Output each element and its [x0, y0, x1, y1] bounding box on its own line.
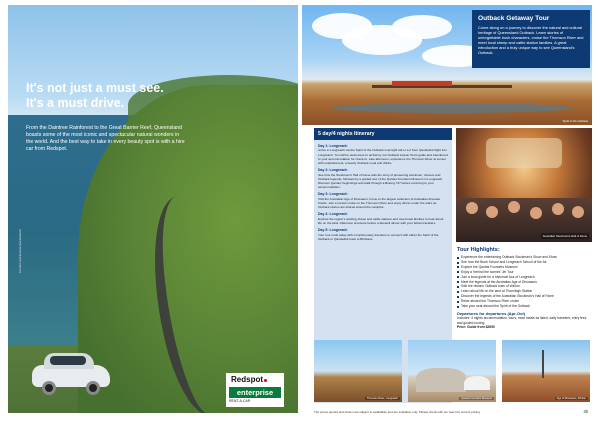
- redspot-enterprise-logo: [226, 373, 284, 407]
- tour-title: Outback Getaway Tour: [478, 15, 550, 22]
- thumbnail-strip: [314, 340, 590, 402]
- highlight-item: Visit the historic Outback town of Winton: [457, 284, 591, 289]
- advert-headline: [26, 81, 164, 111]
- audience-head: [486, 206, 498, 218]
- photo-credit: Tourism and Events Queensland: [18, 229, 22, 273]
- day-text: See how the Stockman's Hall of Fame tells the story of pioneering stockmen, drovers and Outback legends, followed by a guided tour of the Qantas Founders Museum in Longreach. Discover Qantas' beginnings and walk through a Boeing 747 before returning to your accommodation.: [318, 172, 444, 190]
- right-page-tour: [302, 5, 592, 413]
- car-image: [32, 351, 110, 395]
- tour-intro-box: [472, 10, 590, 68]
- thumb-museum: [408, 340, 496, 402]
- highlight-item: Meet the legends at the Australian Age of Dinosaurs: [457, 280, 591, 285]
- day-title: Day 2: Longreach: [318, 168, 348, 173]
- highlight-item: Relax aboard the Thomson River cruise: [457, 299, 591, 304]
- redspot-logo: Redspot: [231, 375, 267, 384]
- thumb-caption: Age of Dinosaurs, Winton: [556, 397, 586, 400]
- departures-title: Departures for departures (Apr-Oct): [457, 310, 526, 316]
- day-text: Visit the Australian Age of Dinosaurs, home to the largest collection of Australian dinosaur fossils. Join a sunset cruise on the Thomson River and enjoy dinner under the stars as Outback stories are shared around the campfire.: [318, 196, 441, 210]
- hall-caption: Australian Stockman's Hall of Fame: [542, 234, 587, 238]
- itinerary-day: [318, 212, 448, 225]
- day-text: Arrive in Longreach via the Spirit of the Outback overnight rail or a 2 hour Qantaslink flight into Longreach. You will be welcomed on arrival by our Outback Aussie Tours guide and transferred to your accommodation for check-in. Late afternoon, experience the Thomson River at sunset with entertainment, a hearty Outback meal and drinks.: [318, 148, 448, 166]
- day-title: Day 1: Longreach: [318, 144, 348, 148]
- car-window: [50, 356, 86, 365]
- page-footer: [8, 410, 592, 420]
- audience-head: [530, 207, 542, 219]
- hall-stage: [486, 138, 562, 168]
- day-text: Explore the region's working sheep and cattle stations and meet local families to hear about life on the land. Afternoon at leisure before a farewell dinner with your fellow travellers.: [318, 216, 444, 226]
- highlight-item: Join a local guide for a historical tour of Longreach: [457, 275, 591, 280]
- advert-body-text: From the Daintree Rainforest to the Great Barrier Reef, Queensland boasts some of the most iconic and spectacular natural wonders in the world. And the best way to take in every beauty spot is with a hire car from Redspot.: [26, 125, 185, 152]
- audience-head: [508, 201, 520, 213]
- thumb-dinosaurs: [502, 340, 590, 402]
- audience-head: [552, 203, 564, 215]
- audience-head: [466, 202, 478, 214]
- departures-block: [457, 312, 591, 329]
- highlight-item: See how the Bush School and Longreach School of the Air: [457, 260, 591, 265]
- page-number: 35: [583, 409, 588, 414]
- departures-text: Includes: 4 nights accommodation, tours, most meals as listed, daily transfers, entry fees and guided touring.: [457, 316, 587, 325]
- windmill: [542, 350, 544, 378]
- day-title: Day 4: Longreach: [318, 212, 348, 217]
- highlight-item: Enjoy a 'behind the scenes' Jet Tour: [457, 270, 591, 275]
- highlight-item: Experience the entertaining Outback Stockman's Show and Show: [457, 255, 591, 260]
- tour-description: Come along on a journey to discover the natural and cultural heritage of Queensland Outback. Learn stories of unforgettable bush characters, cruise the Thomson River and meet local sheep and cattle station families. A great introduction and a truly unique way to see Queensland's Outback.: [478, 25, 584, 56]
- highlight-item: Discover the legends of the Australian Stockman's Hall of Fame: [457, 294, 591, 299]
- hero-caption: Spirit of the Outback: [562, 119, 588, 123]
- audience-head: [572, 206, 584, 218]
- highlight-item: Learn about life on the land at Thornleigh Station: [457, 289, 591, 294]
- highlight-item: Take your seat aboard the Spirit of the Outback: [457, 304, 591, 309]
- highlights-title: Tour Highlights:: [457, 247, 500, 253]
- stockmans-hall-photo: [456, 128, 592, 242]
- thumb-caption: Qantas Founders Museum: [461, 397, 492, 400]
- itinerary-day: [318, 168, 448, 189]
- left-page-advert: [8, 5, 298, 413]
- river: [332, 103, 572, 113]
- cloud: [392, 15, 452, 39]
- dome-building: [464, 376, 490, 390]
- train: [392, 81, 452, 86]
- tour-price: Price: Guide from $2690: [457, 324, 495, 329]
- hangar: [416, 368, 466, 392]
- thumb-caption: Thomson River, Longreach: [366, 397, 398, 400]
- rent-a-car-label: RENT-A-CAR: [229, 399, 251, 403]
- day-title: Day 5: Longreach: [318, 228, 348, 233]
- thumb-river-cruise: [314, 340, 402, 402]
- itinerary-day: [318, 144, 448, 165]
- tour-highlights: [457, 247, 591, 329]
- enterprise-logo: enterprise: [229, 387, 281, 398]
- headline-line-2: It's a must drive.: [26, 96, 125, 110]
- itinerary-header: 5 day/4 nights Itinerary: [314, 128, 452, 140]
- footer-note: The prices quoted and shown are subject to availability and are indicative only. Please check with our team for current pricing.: [314, 410, 481, 414]
- itinerary-day: [318, 192, 448, 209]
- day-title: Day 3: Longreach: [318, 192, 348, 197]
- car-wheel: [86, 381, 100, 395]
- car-wheel: [42, 381, 56, 395]
- highlight-item: Explore the Qantas Founders Museum: [457, 265, 591, 270]
- itinerary-day: [318, 228, 448, 241]
- day-text: Your tour ends today with complimentary transfers to connect with either the Spirit of the Outback or Qantaslink back to Brisbane.: [318, 232, 439, 241]
- headline-line-1: It's not just a must see.: [26, 81, 164, 95]
